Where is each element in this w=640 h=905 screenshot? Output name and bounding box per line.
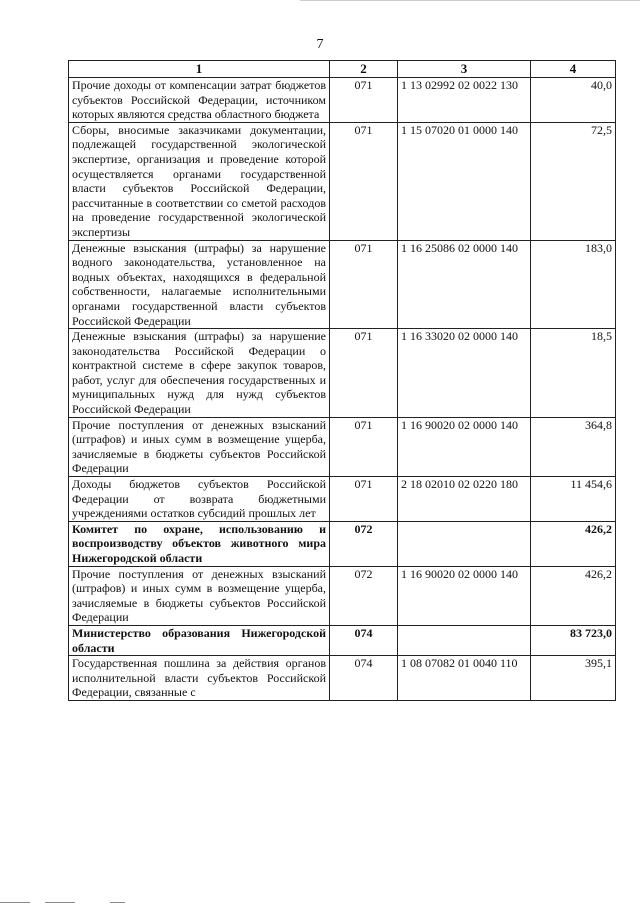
scan-mark <box>110 902 125 903</box>
row-budget-code: 1 16 33020 02 0000 140 <box>398 329 531 418</box>
row-name: Прочие поступления от денежных взысканий (штрафов) и иных сумм в возмещение ущерба, зачисляемые в бюджеты субъектов Российской Федерации <box>69 566 330 625</box>
table-row <box>69 417 616 476</box>
section-amount: 426,2 <box>531 521 616 566</box>
row-name: Денежные взыскания (штрафы) за нарушение водного законодательства, установленное на водных объектах, находящихся в федеральной собственности, налагаемые исполнительными органами государственной власти субъектов Российской Федерации <box>69 240 330 329</box>
row-budget-code: 1 08 07082 01 0040 110 <box>398 656 531 701</box>
row-admin-code: 071 <box>330 417 398 476</box>
table-row <box>69 240 616 329</box>
row-admin-code: 071 <box>330 329 398 418</box>
scan-top-rule <box>300 0 640 1</box>
row-amount: 11 454,6 <box>531 477 616 522</box>
row-budget-code: 1 15 07020 01 0000 140 <box>398 122 531 240</box>
row-name: Доходы бюджетов субъектов Российской Федерации от возврата бюджетными учреждениями остатков субсидий прошлых лет <box>69 477 330 522</box>
section-admin-code: 074 <box>330 625 398 655</box>
header-col-3: 3 <box>398 61 531 78</box>
row-admin-code: 071 <box>330 240 398 329</box>
scan-mark <box>0 902 30 903</box>
row-name: Прочие поступления от денежных взысканий (штрафов) и иных сумм в возмещение ущерба, зачисляемые в бюджеты субъектов Российской Федерации <box>69 417 330 476</box>
row-admin-code: 071 <box>330 122 398 240</box>
table-row-section <box>69 521 616 566</box>
row-budget-code: 1 13 02992 02 0022 130 <box>398 78 531 123</box>
section-admin-code: 072 <box>330 521 398 566</box>
page-number: 7 <box>316 37 324 52</box>
row-budget-code: 1 16 90020 02 0000 140 <box>398 566 531 625</box>
row-name: Сборы, вносимые заказчиками документации, подлежащей государственной экологической экспертизе, организация и проведение которой осуществляется органами государственной власти субъектов Российской Федерации, рассчитанные в соответствии со сметой расходов на проведение государственной экологической экспертизы <box>69 122 330 240</box>
row-name: Прочие доходы от компенсации затрат бюджетов субъектов Российской Федерации, источником которых являются средства областного бюджета <box>69 78 330 123</box>
row-amount: 18,5 <box>531 329 616 418</box>
row-amount: 72,5 <box>531 122 616 240</box>
row-admin-code: 072 <box>330 566 398 625</box>
row-amount: 426,2 <box>531 566 616 625</box>
section-amount: 83 723,0 <box>531 625 616 655</box>
row-budget-code: 1 16 25086 02 0000 140 <box>398 240 531 329</box>
table-row <box>69 122 616 240</box>
row-amount: 40,0 <box>531 78 616 123</box>
section-name: Комитет по охране, использованию и воспроизводству объектов животного мира Нижегородской области <box>69 521 330 566</box>
row-amount: 364,8 <box>531 417 616 476</box>
revenue-table <box>68 60 616 701</box>
row-amount: 395,1 <box>531 656 616 701</box>
row-admin-code: 071 <box>330 477 398 522</box>
table-row <box>69 78 616 123</box>
table-row <box>69 329 616 418</box>
table-row <box>69 656 616 701</box>
section-name: Министерство образования Нижегородской области <box>69 625 330 655</box>
row-admin-code: 074 <box>330 656 398 701</box>
header-row <box>69 61 616 78</box>
table-row <box>69 566 616 625</box>
row-budget-code: 1 16 90020 02 0000 140 <box>398 417 531 476</box>
row-admin-code: 071 <box>330 78 398 123</box>
header-col-4: 4 <box>531 61 616 78</box>
table-row-section <box>69 625 616 655</box>
header-col-2: 2 <box>330 61 398 78</box>
row-budget-code: 2 18 02010 02 0220 180 <box>398 477 531 522</box>
section-budget-code <box>398 521 531 566</box>
header-col-1: 1 <box>69 61 330 78</box>
section-budget-code <box>398 625 531 655</box>
row-amount: 183,0 <box>531 240 616 329</box>
row-name: Денежные взыскания (штрафы) за нарушение законодательства Российской Федерации о контрактной системе в сфере закупок товаров, работ, услуг для обеспечения государственных и муниципальных нужд для нужд субъектов Российской Федерации <box>69 329 330 418</box>
scan-mark <box>45 902 75 903</box>
row-name: Государственная пошлина за действия органов исполнительной власти субъектов Российской Федерации, связанные с <box>69 656 330 701</box>
table-row <box>69 477 616 522</box>
